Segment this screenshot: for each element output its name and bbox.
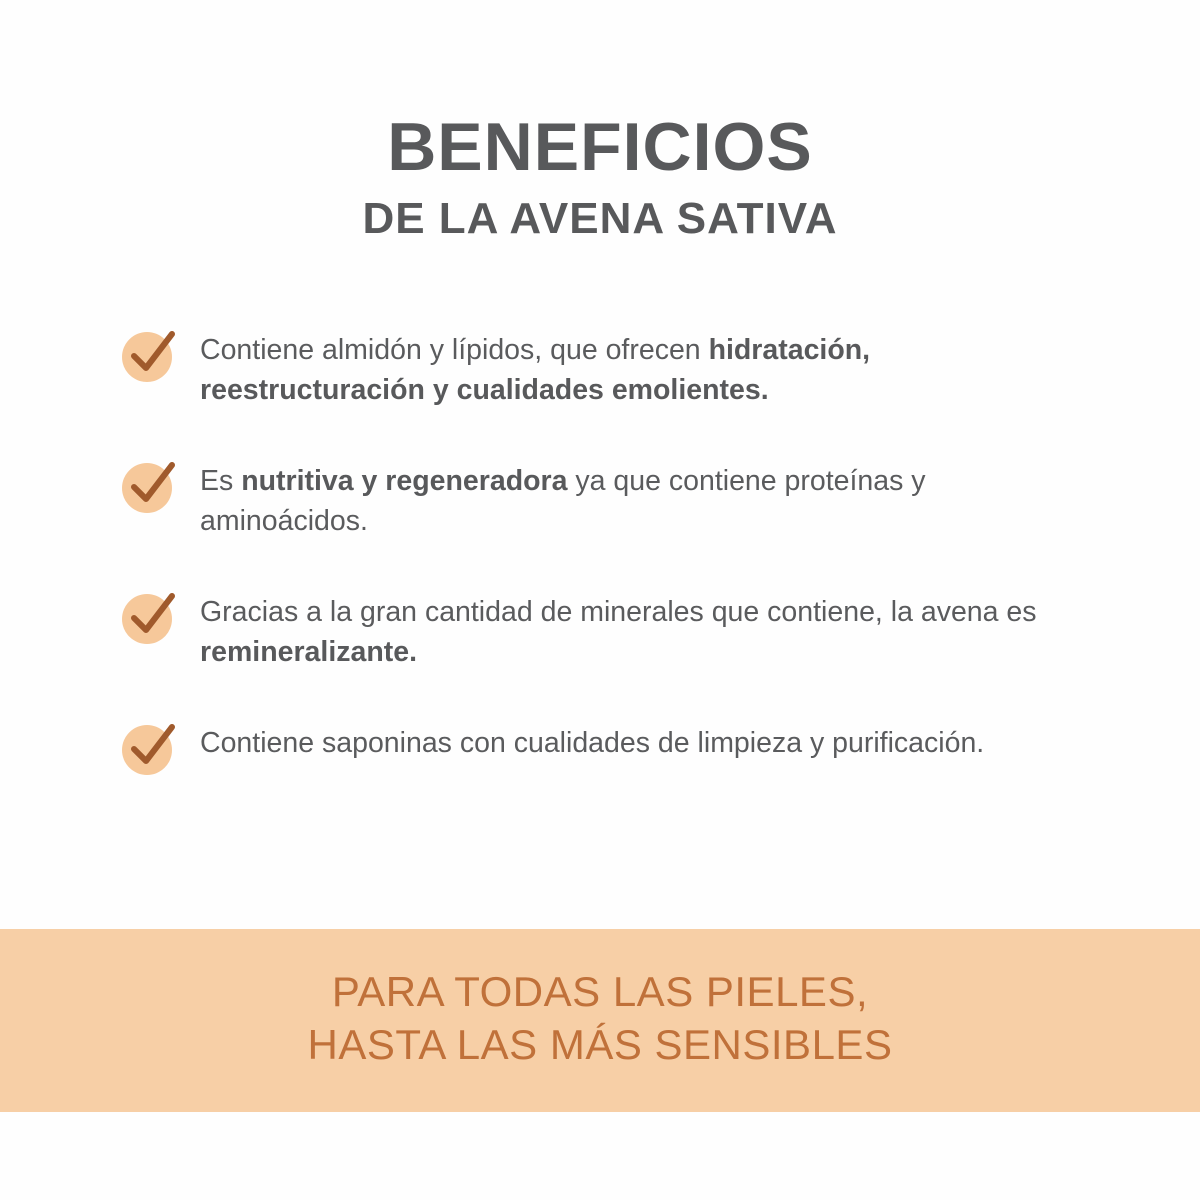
benefit-text-plain: Contiene saponinas con cualidades de limpieza y purificación. — [200, 726, 985, 759]
benefit-text — [200, 330, 1080, 411]
footer-banner — [0, 929, 1200, 1113]
benefit-text-plain: Gracias a la gran cantidad de minerales que contiene, la avena es — [200, 595, 1037, 628]
benefit-item — [122, 461, 1080, 542]
benefit-text — [200, 461, 1080, 542]
benefit-text — [200, 723, 984, 763]
benefits-list — [0, 330, 1200, 775]
page-title: BENEFICIOS — [387, 109, 813, 185]
benefit-text-plain: Es — [200, 464, 242, 497]
check-mark-icon — [124, 457, 180, 513]
benefit-item — [122, 330, 1080, 411]
check-icon — [122, 725, 172, 775]
benefit-text-plain: Contiene almidón y lípidos, que ofrecen — [200, 333, 709, 366]
header — [0, 0, 1200, 244]
benefit-text-plain: ya que contiene proteínas y aminoácidos. — [200, 464, 926, 538]
footer-line-1: PARA TODAS LAS PIELES, — [331, 967, 869, 1015]
page-subtitle: DE LA AVENA SATIVA — [362, 194, 838, 244]
check-mark-icon — [124, 719, 180, 775]
benefit-text — [200, 592, 1080, 673]
benefit-text-emphasis: remineralizante. — [200, 636, 418, 669]
check-icon — [122, 332, 172, 382]
benefit-text-emphasis: hidratación, reestructuración y cualidades emolientes. — [200, 333, 871, 407]
check-icon — [122, 594, 172, 644]
check-icon — [122, 463, 172, 513]
check-mark-icon — [124, 326, 180, 382]
benefit-item — [122, 723, 1080, 775]
benefit-text-emphasis: nutritiva y regeneradora — [241, 464, 568, 497]
footer-line-2: HASTA LAS MÁS SENSIBLES — [307, 1021, 893, 1069]
benefit-item — [122, 592, 1080, 673]
check-mark-icon — [124, 588, 180, 644]
